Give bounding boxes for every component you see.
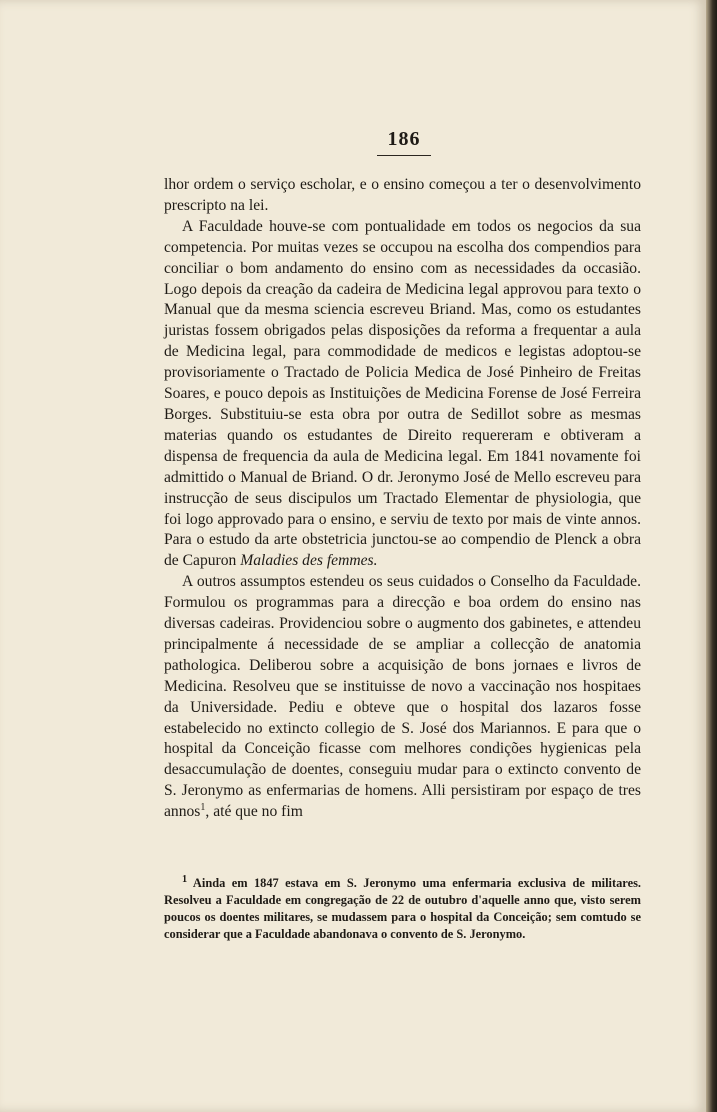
footnote-text: Ainda em 1847 estava em S. Jeronymo uma enfermaria exclusiva de militares. Resolveu a Faculdade em congregação de 22 de outubro d'aquelle anno que, visto serem poucos os doentes militares, se mudassem para o hospital da Conceição; sem comtudo se considerar que a Faculdade abandonava o convento de S. Jeronymo. (164, 876, 641, 941)
paragraph-2-text: A Faculdade houve-se com pontualidade em todos os negocios da sua competencia. Por muitas vezes se occupou na escolha dos compendios para conciliar o bom andamento do ensino com as necessidades da occasião. Logo depois da creação da cadeira de Medicina legal approvou para texto o Manual que da mesma sciencia escreveu Briand. Mas, como os estudantes juristas fossem obrigados pelas disposições da reforma a frequentar a aula de Medicina legal, para commodidade de medicos e legistas adoptou-se provisoriamente o Tractado de Policia Medica de José Pinheiro de Freitas Soares, e pouco depois as Instituições de Medicina Forense de José Ferreira Borges. Substituiu-se esta obra por outra de Sedillot sobre as mesmas materias quando os estudantes de Direito requereram e obtiveram a dispensa de frequencia da aula de Medicina legal. Em 1841 novamente foi admittido o Manual de Briand. O dr. Jeronymo José de Mello escreveu para instrucção de seus discipulos um Tractado Elementar de physiologia, que foi logo approvado para o ensino, e serviu de texto por mais de vinte annos. Para o estudo da arte obstetricia junctou-se ao compendio de Plenck a obra de Capuron (164, 217, 641, 570)
footnote-paragraph (164, 872, 641, 942)
paragraph-2 (164, 217, 641, 572)
page-number: 186 (387, 128, 421, 150)
paragraph-1: lhor ordem o serviço escholar, e o ensino começou a ter o desenvolvimento prescripto na lei. (164, 176, 641, 214)
footnote-reference: 1 (200, 802, 206, 813)
page-edge (706, 0, 717, 1112)
page-number-rule (377, 155, 431, 156)
footnote (164, 872, 641, 942)
footnote-marker: 1 (182, 874, 188, 885)
paragraph-3 (164, 572, 641, 823)
paragraph-3-end: , até que no fim (205, 803, 303, 821)
book-title-italic: Maladies des femmes. (240, 552, 378, 570)
body-text (164, 175, 641, 823)
paragraph-3-text: A outros assumptos estendeu os seus cuidados o Conselho da Faculdade. Formulou os programmas para a direcção e boa ordem do ensino nas diversas cadeiras. Providenciou sobre o augmento dos gabinetes, e attendeu principalmente á necessidade de se ampliar a collecção de anatomia pathologica. Deliberou sobre a acquisição de bons jornaes e livros de Medicina. Resolveu que se instituisse de novo a vaccinação nos hospitaes da Universidade. Pediu e obteve que o hospital dos lazaros fosse estabelecido no extincto collegio de S. José dos Mariannos. E para que o hospital da Conceição ficasse com melhores condições hygienicas pela desaccumulação de doentes, conseguiu mudar para o extincto convento de S. Jeronymo as enfermarias de homens. Alli persistiram por espaço de tres annos (164, 573, 641, 821)
